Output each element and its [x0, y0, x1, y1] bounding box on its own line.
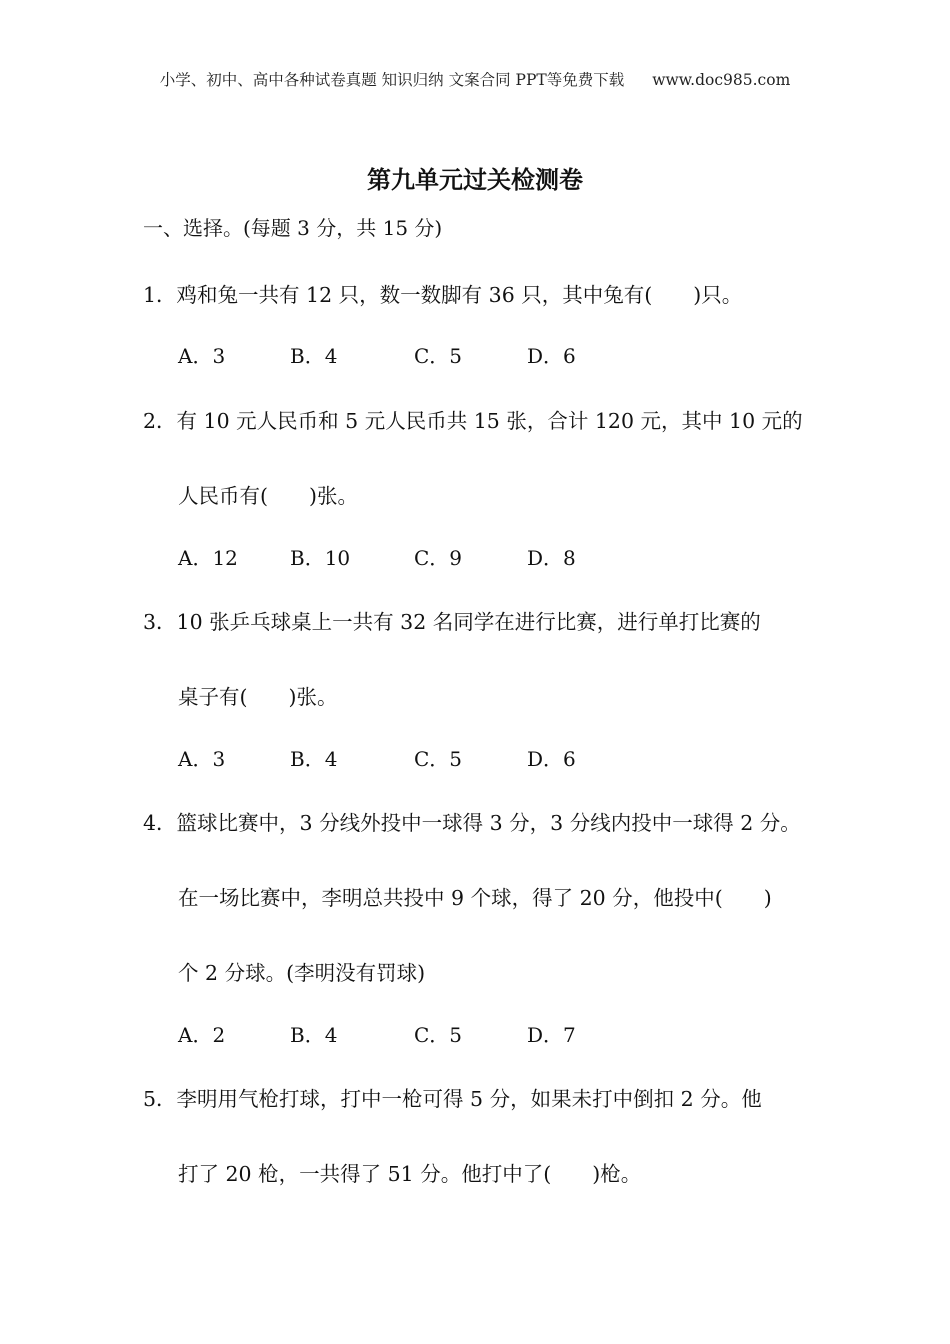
question-2-option-c: C．9	[414, 546, 463, 570]
page-title: 第九单元过关检测卷	[367, 165, 583, 194]
question-4-line-2: 在一场比赛中，李明总共投中 9 个球，得了 20 分，他投中( )	[178, 886, 772, 910]
question-4-option-c: C．5	[414, 1023, 463, 1047]
section-heading: 一、选择。(每题 3 分，共 15 分)	[143, 216, 443, 240]
question-1-option-c: C．5	[414, 344, 463, 368]
question-3-option-b: B．4	[290, 747, 338, 771]
question-3-option-c: C．5	[414, 747, 463, 771]
question-2-option-d: D．8	[527, 546, 576, 570]
question-2-option-b: B．10	[290, 546, 351, 570]
question-3-line-1: 3．10 张乒乓球桌上一共有 32 名同学在进行比赛，进行单打比赛的	[143, 610, 761, 634]
question-4-option-d: D．7	[527, 1023, 576, 1047]
header-text: 小学、初中、高中各种试卷真题 知识归纳 文案合同 PPT等免费下载	[159, 71, 625, 89]
question-5-line-2: 打了 20 枪，一共得了 51 分。他打中了( )枪。	[178, 1162, 642, 1186]
question-1-line-1: 1．鸡和兔一共有 12 只，数一数脚有 36 只，其中兔有( )只。	[143, 283, 743, 307]
question-4-line-1: 4．篮球比赛中，3 分线外投中一球得 3 分，3 分线内投中一球得 2 分。	[143, 811, 801, 835]
question-5-line-1: 5．李明用气枪打球，打中一枪可得 5 分，如果未打中倒扣 2 分。他	[143, 1087, 762, 1111]
question-4-option-a: A．2	[178, 1023, 226, 1047]
question-1-option-b: B．4	[290, 344, 338, 368]
question-2-line-2: 人民币有( )张。	[178, 484, 358, 508]
question-3-option-d: D．6	[527, 747, 576, 771]
question-2-line-1: 2．有 10 元人民币和 5 元人民币共 15 张，合计 120 元，其中 10 元的	[143, 409, 803, 433]
question-3-line-2: 桌子有( )张。	[178, 685, 338, 709]
page-header	[0, 68, 950, 90]
question-2-option-a: A．12	[178, 546, 238, 570]
question-4-option-b: B．4	[290, 1023, 338, 1047]
question-3-option-a: A．3	[178, 747, 226, 771]
question-1-option-a: A．3	[178, 344, 226, 368]
question-4-line-3: 个 2 分球。(李明没有罚球)	[178, 961, 426, 985]
question-1-option-d: D．6	[527, 344, 576, 368]
header-url: www.doc985.com	[652, 71, 791, 89]
